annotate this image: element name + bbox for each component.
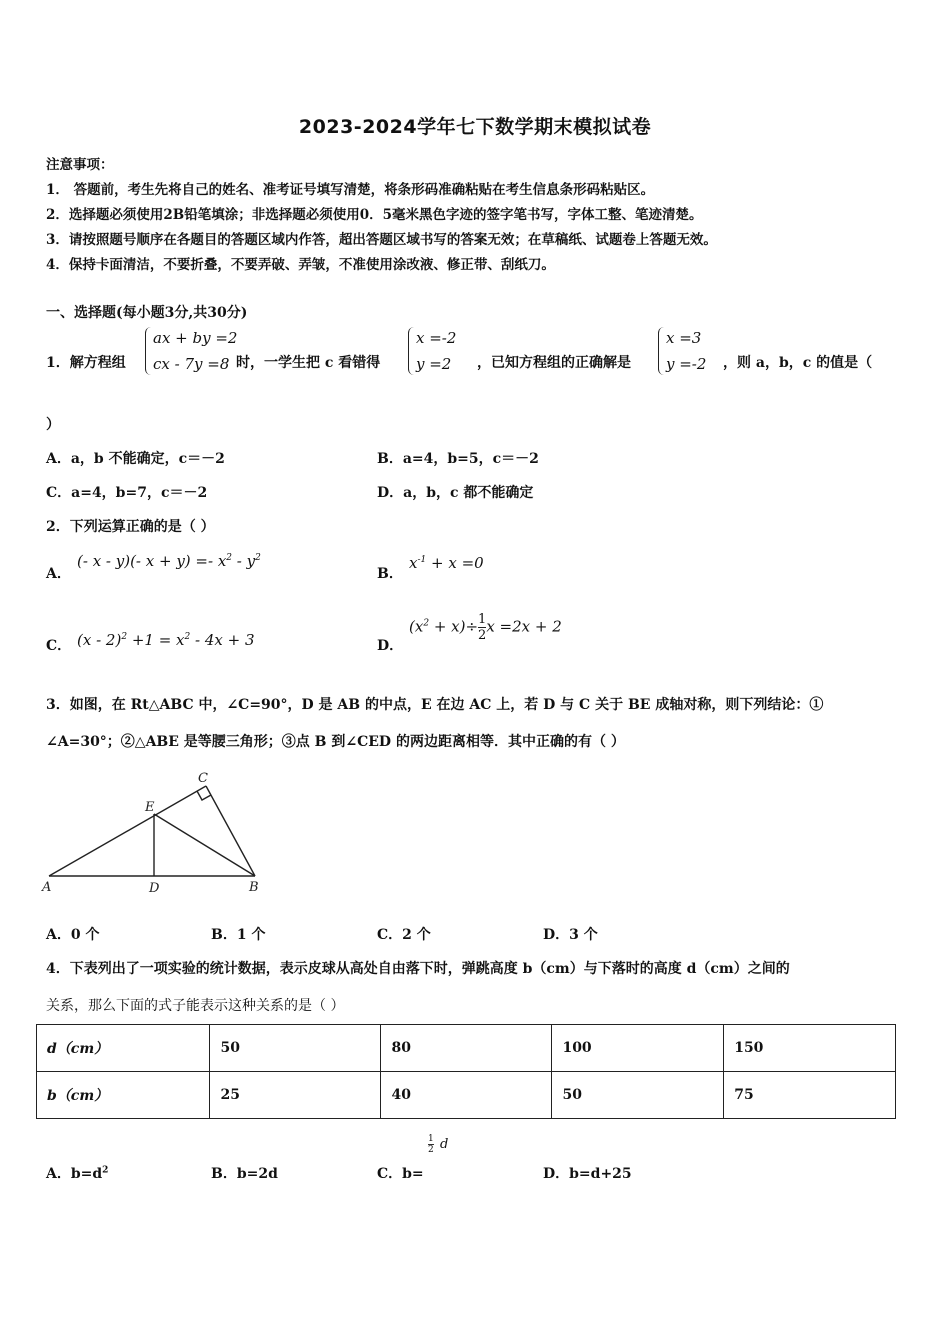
denominator: 2: [428, 1145, 434, 1155]
label-b: B: [249, 880, 259, 895]
q2-option-a-label[interactable]: A．: [46, 566, 71, 582]
option-text: C．b=: [377, 1166, 424, 1182]
expr-part: + x)÷: [429, 617, 479, 636]
expr-part: x: [409, 554, 418, 572]
q3-option-b[interactable]: B．1 个: [211, 927, 266, 943]
q2-option-b-expr[interactable]: [409, 554, 484, 572]
q1-right-solution: [658, 325, 728, 379]
q3-option-d[interactable]: D．3 个: [543, 927, 598, 943]
q4-line2: 关系，那么下面的式子能表示这种关系的是（ ）: [46, 998, 345, 1014]
table-cell: 50: [210, 1025, 381, 1072]
q1-suffix: ，则 a，b，c 的值是（: [723, 355, 873, 371]
q2-option-b-label[interactable]: B．: [377, 566, 403, 582]
table-cell: 40: [381, 1072, 552, 1119]
q2-option-d-label[interactable]: D．: [377, 638, 404, 654]
brace-icon: [408, 327, 415, 375]
notice-item: 1． 答题前，考生先将自己的姓名、准考证号填写清楚，将条形码准确粘贴在考生信息条形码粘贴区。: [46, 182, 655, 198]
exponent: 2: [226, 553, 233, 563]
q3-line1: 3．如图，在 Rt△ABC 中，∠C=90°，D 是 AB 的中点，E 在边 AC 上，若 D 与 C 关于 BE 成轴对称，则下列结论：①: [46, 697, 824, 713]
q2-option-d-expr[interactable]: [409, 612, 562, 643]
table-cell: 150: [724, 1025, 896, 1072]
q1-right-y: y =-2: [666, 355, 707, 373]
q4-option-b[interactable]: B．b=2d: [211, 1166, 278, 1182]
table-cell: 75: [724, 1072, 896, 1119]
q1-close: ）: [46, 417, 60, 433]
q1-option-c[interactable]: C．a=4，b=7，c＝－2: [46, 485, 208, 501]
numerator: 1: [478, 612, 487, 627]
q3-line2: ∠A=30°；②△ABE 是等腰三角形；③点 B 到∠CED 的两边距离相等．其中正确的有（ ）: [46, 734, 625, 750]
q1-wrong-solution: [408, 325, 478, 379]
q2-option-c-expr[interactable]: [77, 631, 255, 649]
q1-eq2: cx - 7y =8: [153, 355, 230, 373]
q4-option-a[interactable]: [46, 1163, 108, 1183]
q2-option-c-label[interactable]: C．: [46, 638, 72, 654]
exponent: 2: [423, 618, 430, 629]
q4-option-c-fraction: [428, 1134, 434, 1155]
expr-part: + x =0: [426, 554, 484, 572]
label-c: C: [198, 771, 208, 786]
q3-option-a[interactable]: A．0 个: [46, 927, 100, 943]
label-e: E: [145, 800, 155, 815]
expr-part: - 4x + 3: [190, 631, 255, 649]
data-table: [36, 1024, 896, 1119]
denominator: 2: [478, 628, 487, 643]
q2-option-a-expr[interactable]: [77, 552, 261, 570]
table-row: [37, 1072, 896, 1119]
exponent: 2: [121, 632, 128, 642]
page-title: 2023-2024学年七下数学期末模拟试卷: [298, 116, 652, 138]
exponent: 2: [255, 553, 261, 563]
table-cell: 50: [552, 1072, 724, 1119]
table-header-cell: b（cm）: [37, 1072, 210, 1119]
label-a: A: [42, 880, 52, 895]
table-cell: 80: [381, 1025, 552, 1072]
q3-option-c[interactable]: C．2 个: [377, 927, 431, 943]
expr-part: (x - 2): [77, 631, 122, 649]
expr-part: (- x - y)(- x + y) =- x: [77, 552, 227, 570]
notice-item: 3．请按照题号顺序在各题目的答题区域内作答，超出答题区域书写的答案无效；在草稿纸、试题卷上答题无效。: [46, 232, 717, 248]
notice-heading: 注意事项：: [46, 157, 114, 173]
q4-option-c-var: d: [440, 1137, 449, 1152]
brace-icon: [145, 327, 152, 375]
q2-stem: 2．下列运算正确的是（ ）: [46, 519, 215, 535]
option-text: A．b=d: [46, 1166, 103, 1182]
q1-prefix: 1．解方程组: [46, 355, 126, 371]
expr-part: (x: [409, 617, 424, 636]
q1-option-d[interactable]: D．a，b，c 都不能确定: [377, 485, 534, 501]
q1-right-x: x =3: [666, 329, 702, 347]
notice-item: 4．保持卡面清洁，不要折叠，不要弄破、弄皱，不准使用涂改液、修正带、刮纸刀。: [46, 257, 555, 273]
q1-mid: 时，一学生把 c 看错得: [236, 355, 381, 371]
q4-option-d[interactable]: D．b=d+25: [543, 1166, 632, 1182]
triangle-figure: [40, 766, 280, 901]
table-cell: 25: [210, 1072, 381, 1119]
q1-wrong-y: y =2: [416, 355, 452, 373]
table-header-cell: d（cm）: [37, 1025, 210, 1072]
q1-mid2: ，已知方程组的正确解是: [477, 355, 631, 371]
segment-eb: [154, 814, 255, 876]
numerator: 1: [428, 1134, 434, 1144]
q1-option-b[interactable]: B．a=4，b=5，c＝－2: [377, 451, 539, 467]
q1-system: [145, 325, 245, 379]
q4-option-c[interactable]: [377, 1163, 424, 1183]
brace-icon: [658, 327, 665, 375]
exponent: 2: [184, 632, 191, 642]
expr-part: x =2x + 2: [486, 617, 562, 636]
exponent: -1: [417, 555, 427, 565]
exponent: 2: [102, 1165, 109, 1176]
q4-line1: 4．下表列出了一项实验的统计数据，表示皮球从高处自由落下时，弹跳高度 b（cm）与下落时的高度 d（cm）之间的: [46, 961, 790, 977]
section-heading: 一、选择题(每小题3分,共30分): [46, 305, 248, 321]
notice-item: 2．选择题必须使用2B铅笔填涂；非选择题必须使用0．5毫米黑色字迹的签字笔书写，字体工整、笔迹清楚。: [46, 207, 703, 223]
q1-option-a[interactable]: A．a，b 不能确定，c＝－2: [46, 451, 225, 467]
label-d: D: [149, 881, 160, 896]
expr-part: - y: [232, 552, 256, 570]
expr-part: +1 = x: [127, 631, 185, 649]
q1-eq1: ax + by =2: [153, 329, 238, 347]
table-row: [37, 1025, 896, 1072]
segment-cb: [206, 786, 255, 876]
q1-wrong-x: x =-2: [416, 329, 457, 347]
table-cell: 100: [552, 1025, 724, 1072]
